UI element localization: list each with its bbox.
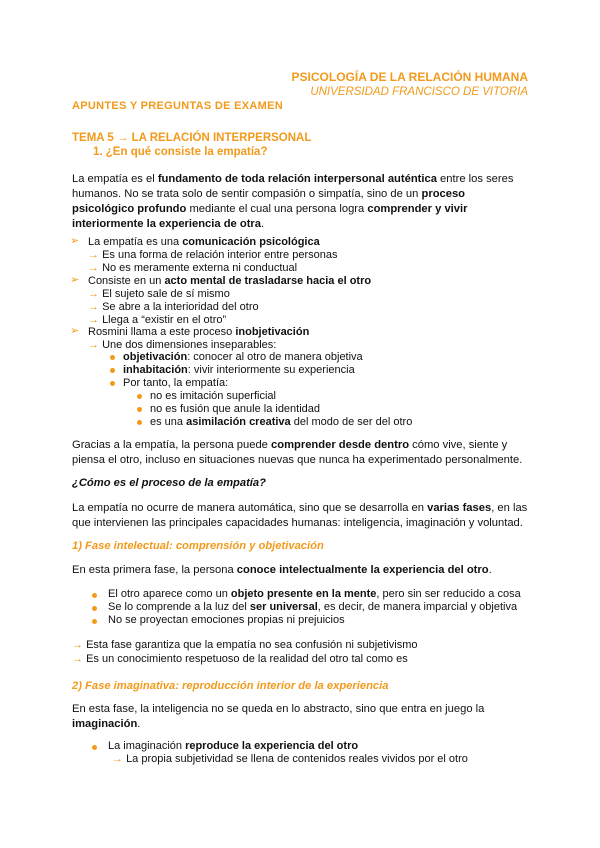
triangle-bullet-icon: ➢: [70, 274, 80, 286]
proceso-paragraph: La empatía no ocurre de manera automática, sino que se desarrolla en varias fases, en las que intervienen las principales capacidades humanas: inteligencia, imaginación y voluntad.: [72, 502, 528, 529]
list-item-comunicacion: La empatía es una comunicación psicológica: [88, 236, 320, 248]
fase-1-item: No se proyectan emociones propias ni prejuicios: [108, 614, 345, 626]
dimension-por-tanto: Por tanto, la empatía:: [123, 377, 229, 389]
arrow-icon: →: [112, 753, 123, 765]
fase-1-result: → Esta fase garantiza que la empatía no sea confusión ni subjetivismo: [72, 639, 418, 651]
arrow-icon: →: [88, 262, 99, 274]
sub-item: → Es una forma de relación interior entre personas: [88, 249, 338, 261]
fase-2-subitem: → La propia subjetividad se llena de contenidos reales vividos por el otro: [112, 753, 468, 765]
arrow-icon: →: [72, 653, 83, 665]
fase-1-intro: En esta primera fase, la persona conoce intelectualmente la experiencia del otro.: [72, 564, 492, 576]
fase-2-item: La imaginación reproduce la experiencia del otro: [108, 740, 359, 752]
sub-item: → Se abre a la interioridad del otro: [88, 301, 259, 313]
intro-bold-3: comprender y vivir interiormente la experiencia de otra: [72, 203, 468, 230]
arrow-icon: →: [72, 639, 83, 651]
arrow-icon: →: [88, 339, 99, 351]
gracias-paragraph: Gracias a la empatía, la persona puede comprender desde dentro cómo vive, siente y piensa el otro, incluso en situaciones nuevas que nunca ha experimentado personalmente.: [72, 439, 523, 466]
intro-text-2: entre los seres humanos. No se trata solo de sentir compasión o simpatía, sino de un: [72, 173, 514, 200]
empatia-point: no es fusión que anule la identidad: [150, 403, 321, 415]
bullet-dot-icon: [137, 407, 142, 412]
header-title: PSICOLOGÍA DE LA RELACIÓN HUMANA: [291, 70, 528, 84]
intro-paragraph: [72, 172, 528, 232]
sub-item: → El sujeto sale de sí mismo: [88, 288, 230, 300]
fase-1-item: El otro aparece como un objeto presente en la mente, pero sin ser reducido a cosa: [108, 588, 521, 600]
bullet-dot-icon: [92, 593, 97, 598]
list-item-rosmini: Rosmini llama a este proceso inobjetivación: [88, 326, 310, 338]
intro-bold-1: fundamento de toda relación interpersonal auténtica: [157, 173, 437, 185]
arrow-icon: →: [88, 301, 99, 313]
tema-heading: TEMA 5 → LA RELACIÓN INTERPERSONAL: [72, 132, 312, 144]
arrow-icon: →: [88, 288, 99, 300]
intro-text-1: La empatía es el: [72, 173, 158, 185]
fase-2-intro: En esta fase, la inteligencia no se queda en lo abstracto, sino que entra en juego la imaginación.: [72, 703, 485, 730]
intro-text-3: mediante el cual una persona logra: [186, 203, 368, 215]
fase-2-heading: 2) Fase imaginativa: reproducción interior de la experiencia: [72, 680, 389, 692]
empatia-point: no es imitación superficial: [150, 390, 276, 402]
bullet-dot-icon: [137, 394, 142, 399]
arrow-icon: →: [88, 314, 99, 326]
bullet-dot-icon: [92, 745, 97, 750]
intro-text-4: .: [261, 218, 265, 230]
apuntes-heading: APUNTES Y PREGUNTAS DE EXAMEN: [72, 100, 284, 112]
arrow-icon: →: [88, 249, 99, 261]
bullet-dot-icon: [92, 606, 97, 611]
sub-item: → No es meramente externa ni conductual: [88, 262, 298, 274]
question-1-heading: 1. ¿En qué consiste la empatía?: [93, 146, 268, 158]
bullet-dot-icon: [110, 368, 115, 373]
bullet-dot-icon: [137, 420, 142, 425]
triangle-bullet-icon: ➢: [70, 235, 80, 247]
intro-bold-2: proceso psicológico profundo: [72, 188, 466, 215]
dimension-objetivacion: objetivación: conocer al otro de manera objetiva: [123, 351, 363, 363]
fase-1-result: → Es un conocimiento respetuoso de la realidad del otro tal como es: [72, 653, 408, 665]
sub-item: → Llega a “existir en el otro”: [88, 314, 227, 326]
dimension-inhabitacion: inhabitación: vivir interiormente su experiencia: [123, 364, 355, 376]
header-subtitle: UNIVERSIDAD FRANCISCO DE VITORIA: [310, 86, 528, 98]
bullet-dot-icon: [110, 355, 115, 360]
question-2-heading: ¿Cómo es el proceso de la empatía?: [72, 477, 266, 489]
fase-1-heading: 1) Fase intelectual: comprensión y objetivación: [72, 540, 324, 552]
empatia-point: es una asimilación creativa del modo de ser del otro: [150, 416, 413, 428]
fase-1-item: Se lo comprende a la luz del ser universal, es decir, de manera imparcial y objetiva: [108, 601, 518, 613]
bullet-dot-icon: [110, 381, 115, 386]
triangle-bullet-icon: ➢: [70, 325, 80, 337]
list-item-acto-mental: Consiste en un acto mental de trasladarse hacia el otro: [88, 275, 372, 287]
bullet-dot-icon: [92, 619, 97, 624]
sub-item: → Une dos dimensiones inseparables:: [88, 339, 277, 351]
